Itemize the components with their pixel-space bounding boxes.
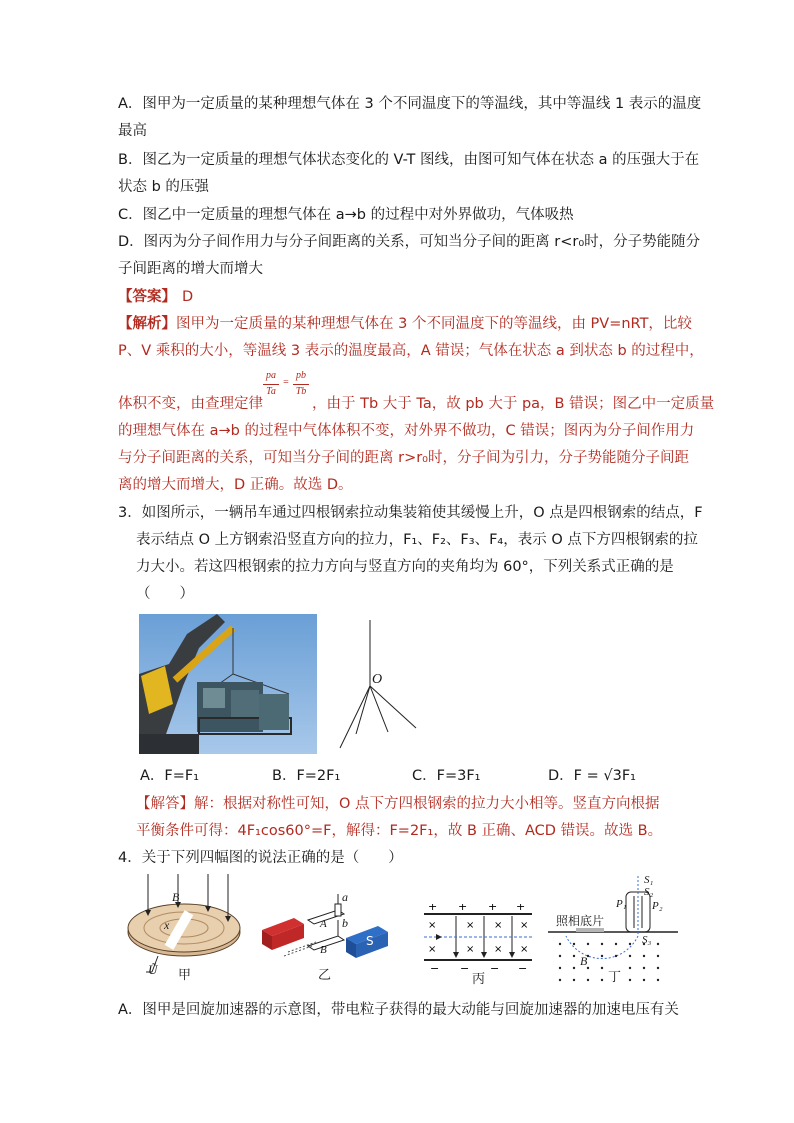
bing-caption: 丙 [472,972,486,987]
fraction-bar-left [263,384,279,385]
q3-option-b: B．F=2F₁ [272,768,341,784]
q2-option-c: C．图乙中一定质量的理想气体在 a→b 的过程中对外界做功，气体吸热 [118,207,574,223]
q2-analysis-line3a: 体积不变，由查理定律 [118,396,263,412]
answer-label: 【答案】 [118,289,176,305]
fraction-bar-right [293,384,309,385]
analysis-text-1: 图甲为一定质量的某种理想气体在 3 个不同温度下的等温线，由 PV=nRT，比较 [176,316,692,332]
q2-analysis-line6: 离的增大而增大，D 正确。故选 D。 [118,477,353,493]
svg-text:+: + [428,904,438,913]
force-diagram [330,620,450,752]
yi-caption: 乙 [318,968,332,983]
svg-text:×: × [428,920,437,931]
q3-option-d: D．F = √3F₁ [548,768,636,784]
q3-solution-line1: 【解答】解：根据对称性可知，O 点下方四根钢索的拉力大小相等。竖直方向根据 [136,796,660,812]
ding-label-s1: S₁ [644,874,654,886]
svg-text:+: + [488,904,498,913]
figure-bing-velocity-selector [418,904,538,987]
svg-text:×: × [494,944,503,955]
q3-stem-line3: 力大小。若这四根钢索的拉力方向与竖直方向的夹角均为 60°，下列关系式正确的是 [136,559,674,575]
q2-option-d-line1: D．图丙为分子间作用力与分子间距离的关系，可知当分子间的距离 r<r₀时，分子势能随分 [118,234,701,250]
fraction-denominator-left: Ta [266,386,276,397]
svg-text:+: + [516,904,526,913]
figure-ding-mass-spectrometer [546,874,680,984]
q3-stem-line2: 表示结点 O 上方钢索沿竖直方向的拉力，F₁、F₂、F₃、F₄，表示 O 点下方四根钢索的拉 [136,532,698,548]
svg-text:−: − [490,962,500,975]
ding-label-p2: P₂ [652,900,663,912]
q2-analysis-line3b: ，由于 Tb 大于 Ta，故 pb 大于 pa，B 错误；图乙中一定质量 [312,396,715,412]
q3-solution-line2: 平衡条件可得：4F₁cos60°=F，解得：F=2F₁，故 B 正确、ACD 错误。故选 B。 [136,823,663,839]
crane-photo [139,614,317,754]
q2-analysis-line2: P、V 乘积的大小，等温线 3 表示的温度最高，A 错误；气体在状态 a 到状态 b 的过程中， [118,343,704,359]
svg-text:−: − [430,962,440,975]
svg-text:×: × [466,920,475,931]
q2-analysis-line4: 的理想气体在 a→b 的过程中气体体积不变，对外界不做功，C 错误；图丙为分子间作用力 [118,423,695,439]
figure-jia-cyclotron [118,874,250,984]
ding-label-s2: S₂ [644,886,654,898]
svg-text:×: × [520,944,529,955]
q3-stem-line1: 3．如图所示，一辆吊车通过四根钢索拉动集装箱使其缓慢上升，O 点是四根钢索的结点，F [118,505,703,521]
fraction-numerator-left: pa [266,370,276,381]
q2-analysis-line1 [118,314,692,334]
yi-label-s: S [366,934,374,948]
svg-text:−: − [518,962,528,975]
ding-label-s3: S₃ [642,934,652,946]
answer-value: D [182,289,194,305]
yi-label-plate-b: B [320,944,327,956]
q2-analysis-line5: 与分子间距离的关系，可知当分子间的距离 r>r₀时，分子间为引力，分子势能随分子间距 [118,450,689,466]
ding-label-plate: 照相底片 [556,914,605,928]
point-o-label: O [372,672,383,687]
q2-option-b-line1: B．图乙为一定质量的理想气体状态变化的 V-T 图线，由图可知气体在状态 a 的压强大于在 [118,152,700,168]
jia-caption: 甲 [178,968,192,983]
svg-text:×: × [428,944,437,955]
ding-label-b: B [580,954,588,968]
q4-stem: 4．关于下列四幅图的说法正确的是（ ） [118,850,403,866]
svg-text:+: + [458,904,468,913]
q3-option-a: A．F=F₁ [140,768,200,784]
q3-option-c: C．F=3F₁ [412,768,481,784]
figure-yi-magnets [258,890,394,984]
q2-option-a-line2: 最高 [118,123,147,139]
yi-label-plate-a: A [320,918,327,930]
fraction-numerator-right: pb [296,370,306,381]
jia-label-u: Ũ [148,962,158,977]
q2-option-a-line1: A．图甲为一定质量的某种理想气体在 3 个不同温度下的等温线，其中等温线 1 表示的温度 [118,96,702,112]
yi-label-b: b [342,916,348,930]
analysis-label: 【解析】 [118,316,176,332]
fraction-denominator-right: Tb [295,386,307,397]
svg-text:×: × [466,944,475,955]
q3-stem-line4: （ ） [136,586,194,602]
q4-option-a: A．图甲是回旋加速器的示意图，带电粒子获得的最大动能与回旋加速器的加速电压有关 [118,1002,679,1018]
svg-text:−: − [460,962,470,975]
ding-caption: 丁 [608,966,621,985]
q2-answer [118,287,193,307]
yi-label-a: a [342,890,348,904]
q2-option-b-line2: 状态 b 的压强 [118,179,209,195]
ding-label-p1: P₁ [616,898,627,910]
svg-text:×: × [520,920,529,931]
svg-text:×: × [494,920,503,931]
q2-option-d-line2: 子间距离的增大而增大 [118,261,263,277]
fraction-equals: = [283,377,289,388]
jia-label-b: B [172,890,180,904]
jia-label-x: x [164,918,170,932]
